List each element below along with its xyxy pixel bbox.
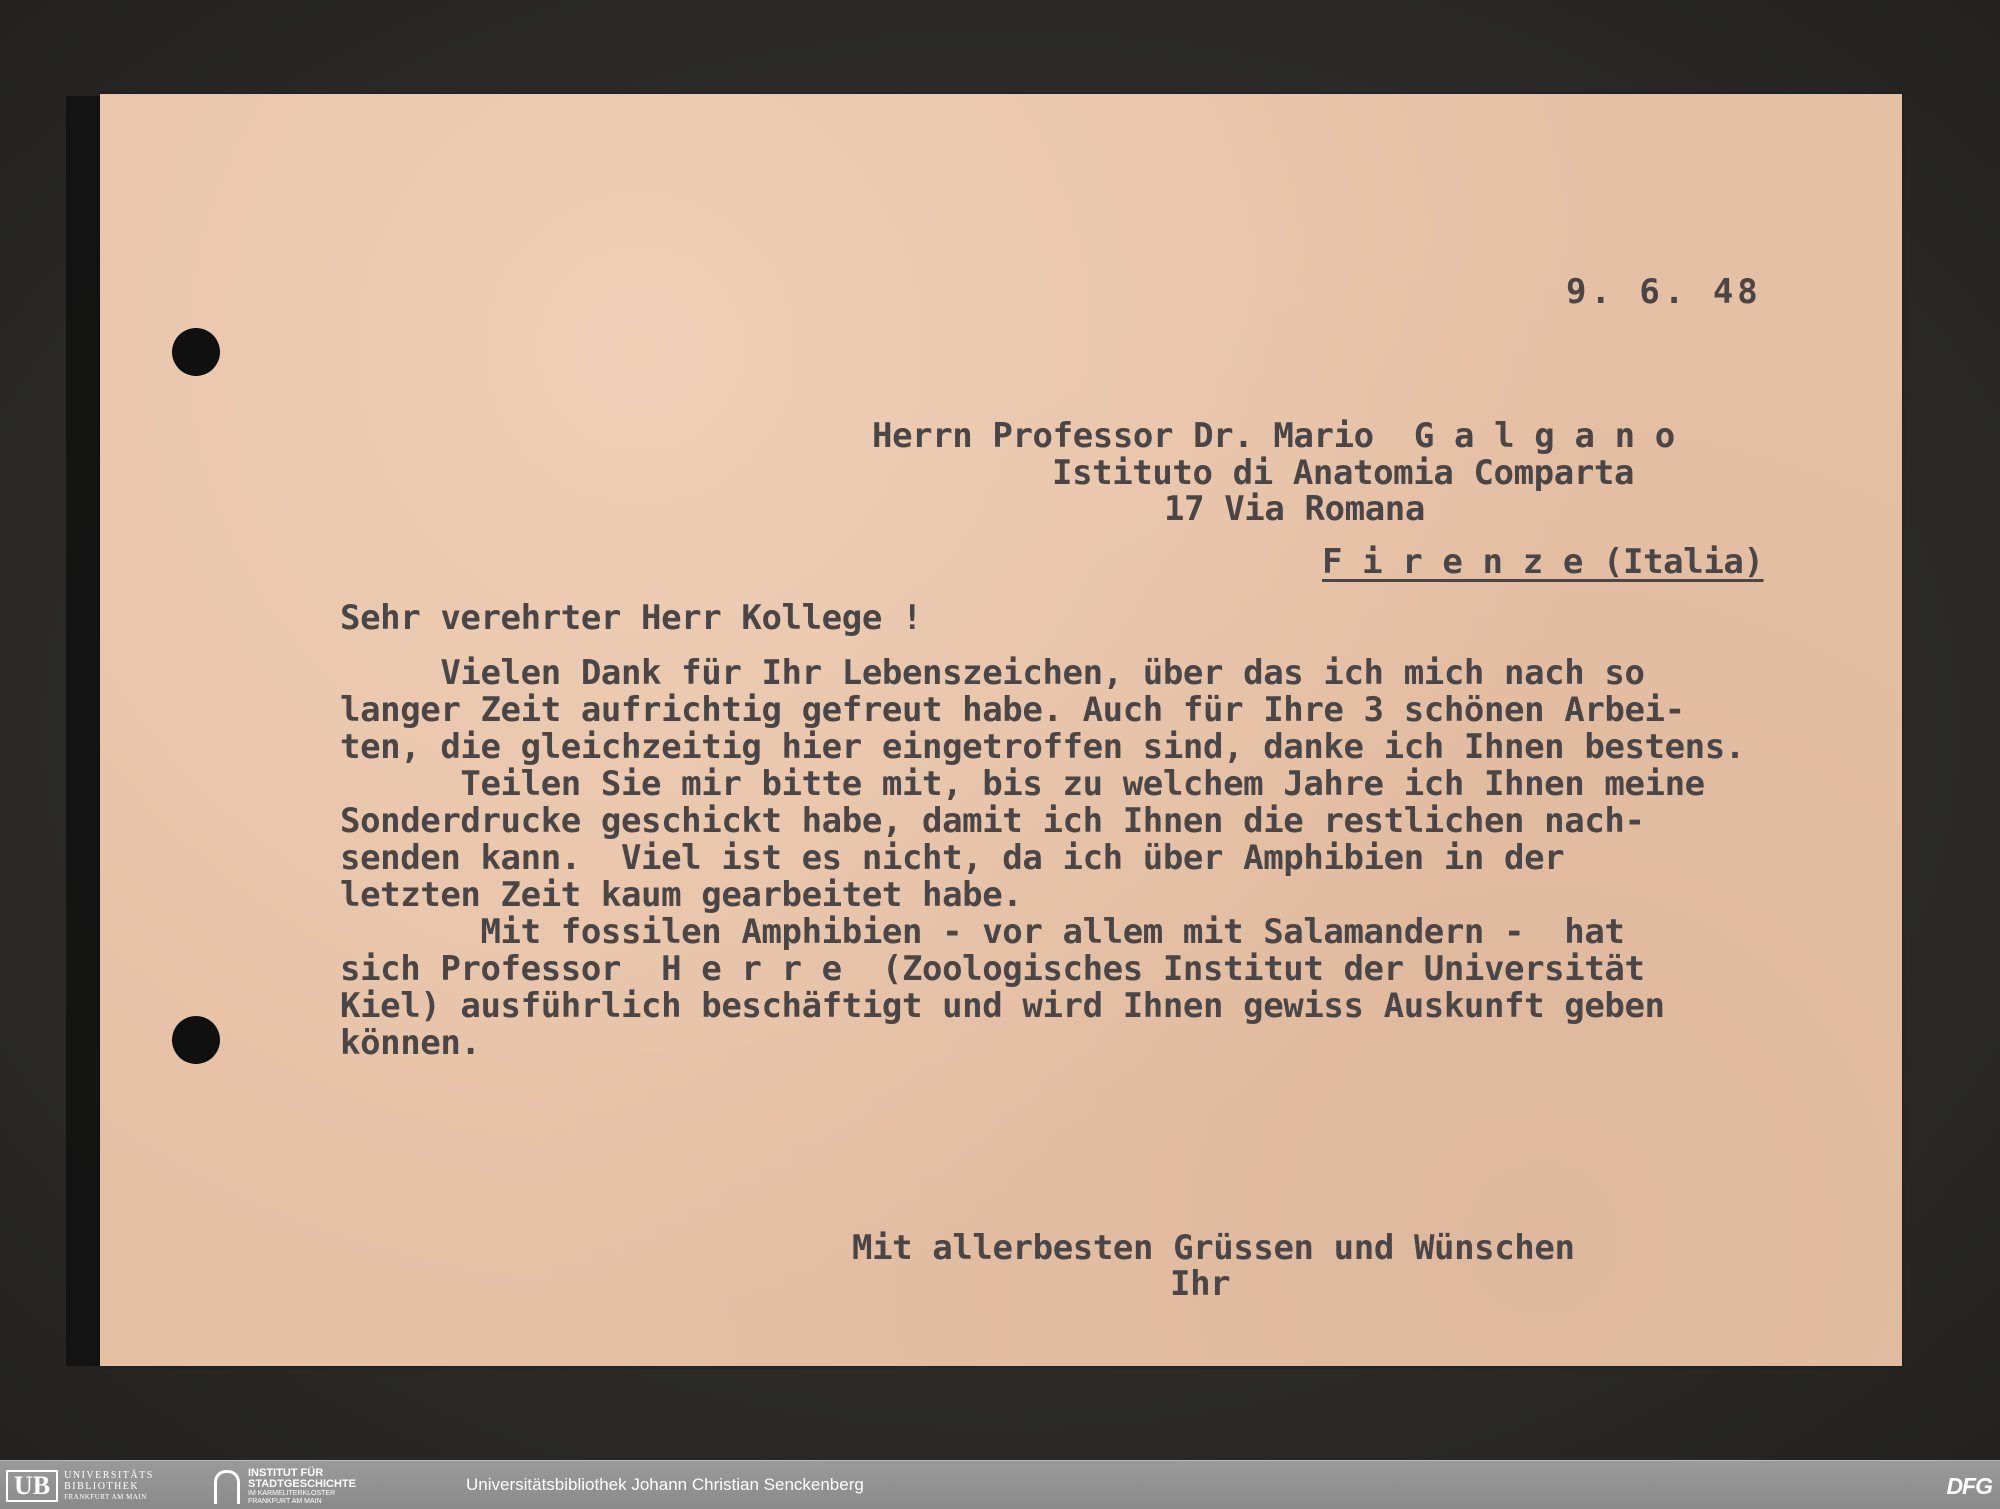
- dfg-logo[interactable]: DFG: [1946, 1473, 1992, 1499]
- body-line: Sonderdrucke geschickt habe, damit ich Ihnen die restlichen nach-: [340, 801, 1645, 841]
- footer-bar: [0, 1460, 2000, 1509]
- signoff: Ihr: [1170, 1264, 1231, 1304]
- closing-line: Mit allerbesten Grüssen und Wünschen: [852, 1228, 1575, 1268]
- body-line: Vielen Dank für Ihr Lebenszeichen, über das ich mich nach so: [340, 653, 1645, 693]
- ub-logo-text: [64, 1470, 154, 1503]
- salutation: Sehr verehrter Herr Kollege !: [340, 598, 923, 638]
- body-line: Teilen Sie mir bitte mit, bis zu welchem Jahre ich Ihnen meine: [340, 764, 1705, 804]
- body-line: senden kann. Viel ist es nicht, da ich über Amphibien in der: [340, 838, 1565, 878]
- punch-hole-top: [172, 328, 220, 376]
- ifs-logo-line: INSTITUT FÜR: [248, 1467, 324, 1479]
- footer-caption: Universitätsbibliothek Johann Christian Senckenberg: [466, 1475, 864, 1494]
- ifs-logo-line: IM KARMELITERKLOSTER: [248, 1490, 336, 1497]
- arch-icon: [214, 1470, 240, 1504]
- recipient-name: Herrn Professor Dr. Mario G a l g a n o: [872, 416, 1675, 456]
- letter-card: [100, 94, 1902, 1366]
- body-line: letzten Zeit kaum gearbeitet habe.: [340, 875, 1023, 915]
- ifs-logo-line: FRANKFURT AM MAIN: [248, 1498, 322, 1505]
- body-line: sich Professor H e r r e (Zoologisches Institut der Universität: [340, 949, 1645, 989]
- recipient-institute: Istituto di Anatomia Comparta: [1052, 453, 1635, 493]
- recipient-city: F i r e n z e (Italia): [1322, 542, 1764, 582]
- body-line: Mit fossilen Amphibien - vor allem mit Salamandern - hat: [340, 912, 1625, 952]
- ub-logo-line: BIBLIOTHEK: [64, 1480, 140, 1492]
- ifs-logo-line: STADTGESCHICHTE: [248, 1478, 356, 1490]
- letter-body: [340, 655, 1745, 1062]
- body-line: Kiel) ausführlich beschäftigt und wird Ihnen gewiss Auskunft geben: [340, 986, 1665, 1026]
- recipient-street: 17 Via Romana: [1164, 489, 1425, 529]
- letter-date: 9. 6. 48: [1566, 272, 1762, 312]
- card-edge-shadow: [66, 96, 102, 1366]
- ub-logo-line: FRANKFURT AM MAIN: [64, 1492, 147, 1501]
- ub-logo[interactable]: [6, 1470, 154, 1502]
- punch-hole-bottom: [172, 1016, 220, 1064]
- body-line: können.: [340, 1023, 481, 1063]
- ifs-logo-text: [248, 1468, 356, 1506]
- body-line: langer Zeit aufrichtig gefreut habe. Auch für Ihre 3 schönen Arbei-: [340, 690, 1685, 730]
- ub-logo-mark: UB: [6, 1470, 58, 1502]
- ifs-logo[interactable]: [214, 1468, 356, 1506]
- body-line: ten, die gleichzeitig hier eingetroffen sind, danke ich Ihnen bestens.: [340, 727, 1745, 767]
- ub-logo-line: UNIVERSITÄTS: [64, 1469, 154, 1481]
